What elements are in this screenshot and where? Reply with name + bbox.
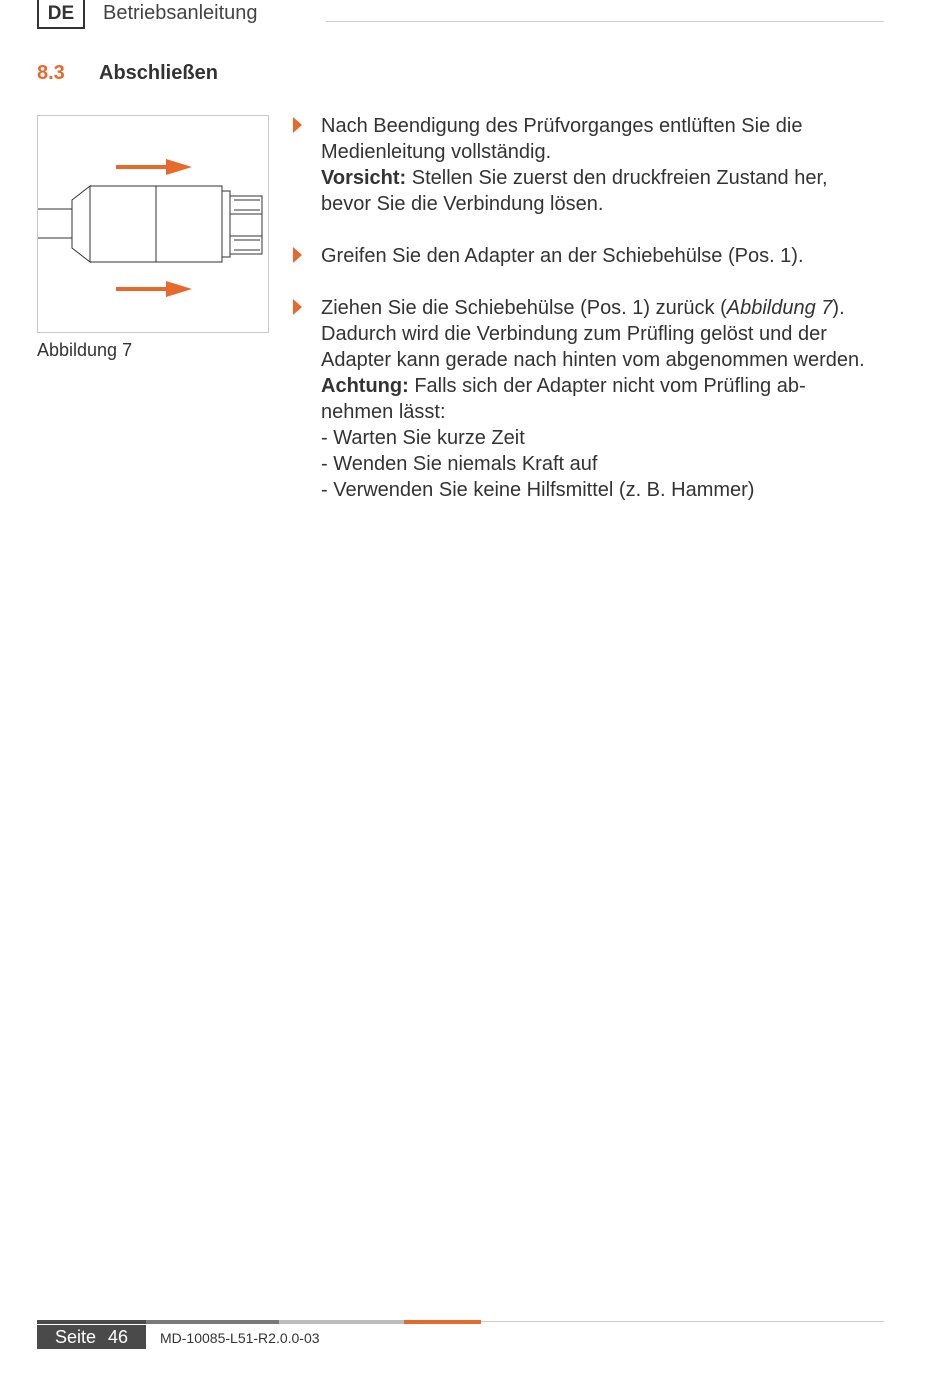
text-segment: Greifen Sie den Adapter an der Schiebehülse (Pos. 1). [321, 245, 804, 267]
section-number: 8.3 [37, 62, 65, 84]
text-segment: Falls sich der Adapter nicht vom Prüfling ab- [408, 375, 806, 397]
adapter-drawing [38, 116, 270, 334]
step-text-line [321, 243, 890, 269]
arrow-right-icon [116, 159, 192, 175]
text-segment: Stellen Sie zuerst den druckfreien Zustand her, [406, 167, 828, 189]
step-text-line [321, 295, 890, 321]
text-segment: - Verwenden Sie keine Hilfsmittel (z. B. Hammer) [321, 479, 755, 501]
text-segment: Ziehen Sie die Schiebehülse (Pos. 1) zurück ( [321, 297, 727, 319]
language-badge: DE [37, 0, 85, 29]
section-title: Abschließen [99, 62, 218, 84]
text-segment: - Warten Sie kurze Zeit [321, 427, 525, 449]
step-text-line [321, 347, 890, 373]
document-code: MD-10085-L51-R2.0.0-03 [160, 1330, 320, 1346]
emphasis-label: Achtung: [321, 375, 409, 397]
bullet-triangle-icon [293, 299, 302, 315]
figure-adapter-illustration [37, 115, 269, 333]
step-text-line [321, 477, 890, 503]
instruction-step [290, 295, 890, 503]
bullet-triangle-icon [293, 247, 302, 263]
instruction-step [290, 113, 890, 217]
text-segment: Nach Beendigung des Prüfvorganges entlüften Sie die [321, 115, 803, 137]
arrow-right-icon [116, 281, 192, 297]
footer-bar-dark [37, 1320, 146, 1324]
step-text-line [321, 399, 890, 425]
footer-bar-accent [404, 1320, 481, 1324]
footer-bar-light [279, 1320, 404, 1324]
step-text-line [321, 139, 890, 165]
figure-reference: Abbildung 7 [726, 297, 833, 319]
instruction-list [290, 113, 890, 529]
instruction-step [290, 243, 890, 269]
step-text-line [321, 113, 890, 139]
text-segment: - Wenden Sie niemals Kraft auf [321, 453, 598, 475]
page-number: 46 [108, 1327, 129, 1347]
text-segment: Medienleitung vollständig. [321, 141, 552, 163]
text-segment: nehmen lässt: [321, 401, 446, 423]
step-text-line [321, 451, 890, 477]
text-segment: ). [832, 297, 845, 319]
footer-divider [481, 1321, 884, 1322]
footer-bar-gray [146, 1320, 279, 1324]
step-text-line [321, 373, 890, 399]
text-segment: Dadurch wird die Verbindung zum Prüfling gelöst und der [321, 323, 827, 345]
emphasis-label: Vorsicht: [321, 167, 407, 189]
document-title: Betriebsanleitung [103, 2, 258, 24]
text-segment: bevor Sie die Verbindung lösen. [321, 193, 604, 215]
header-divider [326, 21, 884, 22]
step-text-line [321, 425, 890, 451]
bullet-triangle-icon [293, 117, 302, 133]
step-text-line [321, 191, 890, 217]
step-text-line [321, 165, 890, 191]
page-label: Seite [55, 1327, 97, 1347]
step-text-line [321, 321, 890, 347]
page-indicator [37, 1325, 146, 1349]
figure-caption: Abbildung 7 [37, 340, 133, 360]
text-segment: Adapter kann gerade nach hinten vom abgenommen werden. [321, 349, 865, 371]
